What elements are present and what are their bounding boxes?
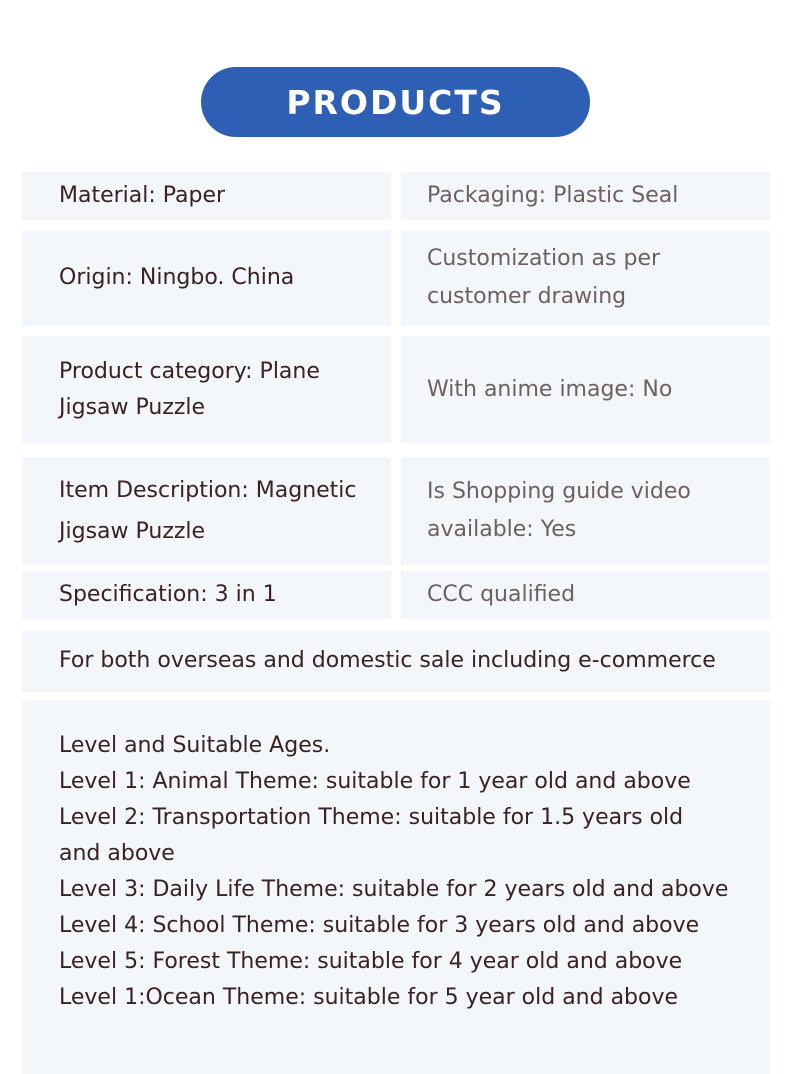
levels-section: [22, 701, 770, 1074]
spec-category-text: Product category: Plane Jigsaw Puzzle: [59, 358, 320, 420]
spec-anime-text: With anime image: No: [427, 376, 673, 402]
level-item: Level 5: Forest Theme: suitable for 4 year old and above: [59, 949, 683, 974]
spec-sale: [22, 630, 770, 692]
spec-anime: [401, 336, 770, 443]
spec-origin: [22, 230, 391, 326]
spec-video-text: Is Shopping guide video available: Yes: [427, 479, 691, 542]
spec-origin-text: Origin: Ningbo. China: [59, 265, 295, 290]
products-title: PRODUCTS: [286, 82, 505, 122]
spec-video: [401, 457, 770, 565]
spec-description-text: Item Description: Magnetic Jigsaw Puzzle: [59, 478, 357, 544]
spec-customization: [401, 230, 770, 326]
spec-material-text: Material: Paper: [59, 183, 226, 208]
spec-customization-text: Customization as per customer drawing: [427, 246, 661, 309]
spec-ccc-text: CCC qualified: [427, 582, 576, 607]
spec-packaging: [401, 172, 770, 220]
spec-specification-text: Specification: 3 in 1: [59, 582, 277, 607]
levels-heading: Level and Suitable Ages.: [59, 733, 331, 758]
spec-ccc: [401, 571, 770, 619]
level-item: Level 1: Animal Theme: suitable for 1 year old and above: [59, 769, 691, 794]
spec-category: [22, 336, 391, 443]
spec-description: [22, 457, 391, 565]
spec-material: [22, 172, 391, 220]
spec-packaging-text: Packaging: Plastic Seal: [427, 183, 679, 208]
products-header: [201, 67, 590, 137]
level-item: Level 1:Ocean Theme: suitable for 5 year old and above: [59, 985, 679, 1010]
spec-specification: [22, 571, 391, 619]
level-item: Level 2: Transportation Theme: suitable for 1.5 years old and above: [59, 805, 684, 866]
spec-sale-text: For both overseas and domestic sale including e-commerce: [59, 648, 716, 673]
level-item: Level 4: School Theme: suitable for 3 years old and above: [59, 913, 700, 938]
level-item: Level 3: Daily Life Theme: suitable for 2 years old and above: [59, 877, 729, 902]
